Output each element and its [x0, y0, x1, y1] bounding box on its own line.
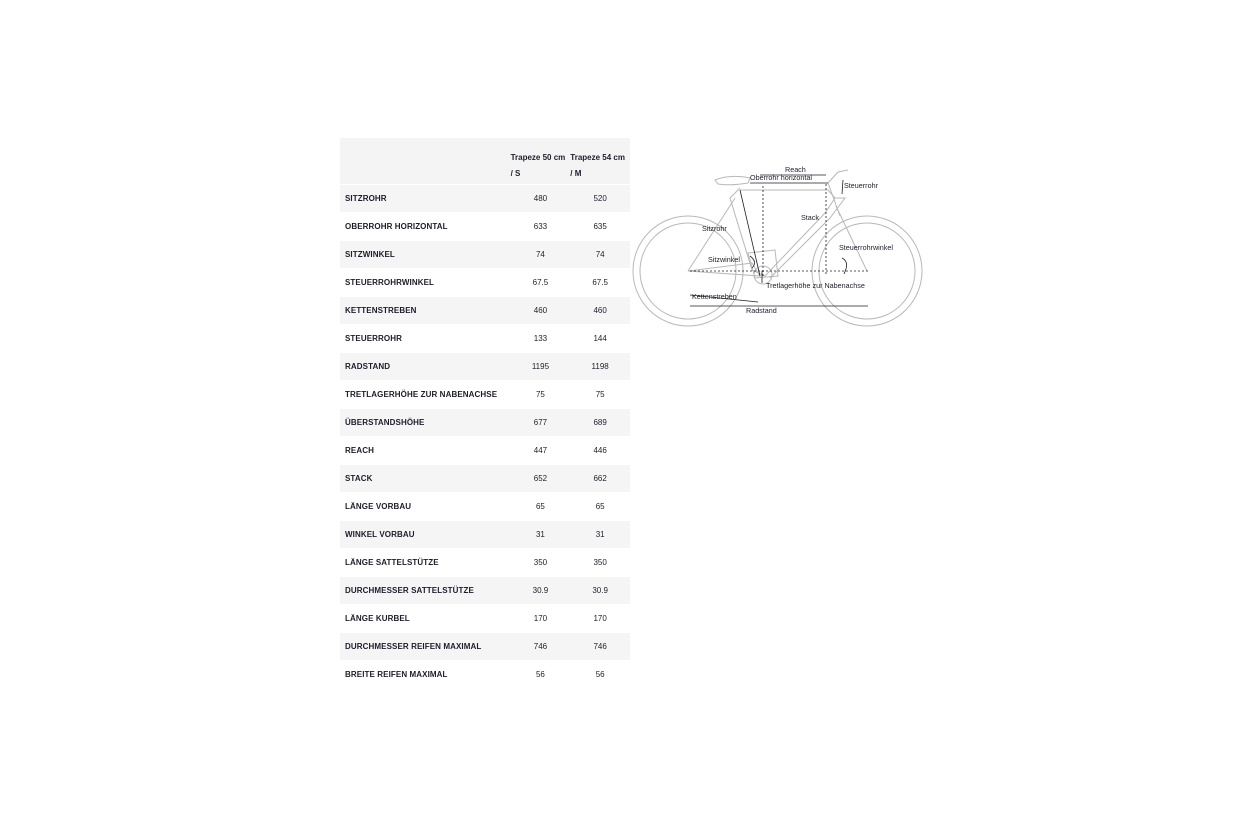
row-value-s: 30.9 — [511, 577, 571, 605]
row-label: SITZWINKEL — [340, 241, 511, 269]
table-row — [340, 465, 630, 493]
header-empty-cell — [340, 138, 511, 162]
row-value-s: 31 — [511, 521, 571, 549]
table-row — [340, 661, 630, 689]
label-radstand: Radstand — [746, 306, 777, 315]
label-tretlagerhoehe: Tretlagerhöhe zur Nabenachse — [766, 281, 865, 290]
table-row — [340, 241, 630, 269]
row-value-m: 689 — [570, 409, 630, 437]
saddle — [715, 176, 750, 184]
bike-geometry-diagram — [630, 158, 930, 333]
header-col1-size: / S — [511, 162, 571, 185]
row-label: BREITE REIFEN MAXIMAL — [340, 661, 511, 689]
header-row-size — [340, 162, 630, 185]
label-reach: Reach — [785, 165, 806, 174]
row-label: LÄNGE SATTELSTÜTZE — [340, 549, 511, 577]
row-label: STEUERROHR — [340, 325, 511, 353]
row-label: RADSTAND — [340, 353, 511, 381]
row-value-s: 65 — [511, 493, 571, 521]
table-row — [340, 297, 630, 325]
label-stack: Stack — [801, 213, 819, 222]
row-value-s: 350 — [511, 549, 571, 577]
label-sitzwinkel: Sitzwinkel — [708, 255, 740, 264]
table-row — [340, 213, 630, 241]
row-value-m: 520 — [570, 185, 630, 213]
table-row — [340, 493, 630, 521]
header-empty-cell — [340, 162, 511, 185]
row-label: DURCHMESSER REIFEN MAXIMAL — [340, 633, 511, 661]
row-value-s: 133 — [511, 325, 571, 353]
row-label: SITZROHR — [340, 185, 511, 213]
table-row — [340, 521, 630, 549]
label-sitzrohr: Sitzrohr — [702, 224, 727, 233]
table-row — [340, 381, 630, 409]
header-col2-model: Trapeze 54 cm — [570, 138, 630, 162]
row-value-m: 662 — [570, 465, 630, 493]
label-oberrohr-horizontal: Oberrohr horizontal — [750, 173, 812, 182]
row-value-m: 746 — [570, 633, 630, 661]
table-row — [340, 605, 630, 633]
row-label: WINKEL VORBAU — [340, 521, 511, 549]
row-value-s: 480 — [511, 185, 571, 213]
row-label: OBERROHR HORIZONTAL — [340, 213, 511, 241]
row-label: ÜBERSTANDSHÖHE — [340, 409, 511, 437]
row-value-m: 56 — [570, 661, 630, 689]
row-value-m: 170 — [570, 605, 630, 633]
row-value-m: 635 — [570, 213, 630, 241]
table-row — [340, 437, 630, 465]
row-value-s: 460 — [511, 297, 571, 325]
row-value-m: 65 — [570, 493, 630, 521]
row-value-m: 75 — [570, 381, 630, 409]
row-value-s: 677 — [511, 409, 571, 437]
row-value-s: 74 — [511, 241, 571, 269]
row-value-s: 75 — [511, 381, 571, 409]
table-row — [340, 353, 630, 381]
row-value-m: 144 — [570, 325, 630, 353]
row-label: DURCHMESSER SATTELSTÜTZE — [340, 577, 511, 605]
row-value-s: 56 — [511, 661, 571, 689]
row-value-m: 460 — [570, 297, 630, 325]
row-label: TRETLAGERHÖHE ZUR NABENACHSE — [340, 381, 511, 409]
header-col2-size: / M — [570, 162, 630, 185]
row-value-s: 746 — [511, 633, 571, 661]
table-row — [340, 185, 630, 213]
row-label: LÄNGE VORBAU — [340, 493, 511, 521]
row-label: STEUERROHRWINKEL — [340, 269, 511, 297]
row-value-s: 67.5 — [511, 269, 571, 297]
row-value-m: 1198 — [570, 353, 630, 381]
row-value-s: 1195 — [511, 353, 571, 381]
row-label: KETTENSTREBEN — [340, 297, 511, 325]
row-value-m: 67.5 — [570, 269, 630, 297]
row-value-m: 74 — [570, 241, 630, 269]
row-value-s: 447 — [511, 437, 571, 465]
row-value-m: 30.9 — [570, 577, 630, 605]
geometry-table — [340, 138, 630, 688]
table-row — [340, 325, 630, 353]
row-value-s: 652 — [511, 465, 571, 493]
label-steuerrohr: Steuerrohr — [844, 181, 878, 190]
table-row — [340, 409, 630, 437]
row-value-s: 633 — [511, 213, 571, 241]
table-row — [340, 577, 630, 605]
header-col1-model: Trapeze 50 cm — [511, 138, 571, 162]
table-row — [340, 549, 630, 577]
row-value-m: 446 — [570, 437, 630, 465]
chainstay — [688, 263, 760, 276]
row-label: STACK — [340, 465, 511, 493]
row-value-m: 350 — [570, 549, 630, 577]
row-label: LÄNGE KURBEL — [340, 605, 511, 633]
table-row — [340, 633, 630, 661]
top-tube — [740, 190, 835, 198]
label-kettenstreben: Kettenstreben — [692, 292, 737, 301]
header-row-model — [340, 138, 630, 162]
table-row — [340, 269, 630, 297]
row-value-m: 31 — [570, 521, 630, 549]
label-steuerrohrwinkel: Steuerrohrwinkel — [839, 243, 893, 252]
row-label: REACH — [340, 437, 511, 465]
row-value-s: 170 — [511, 605, 571, 633]
